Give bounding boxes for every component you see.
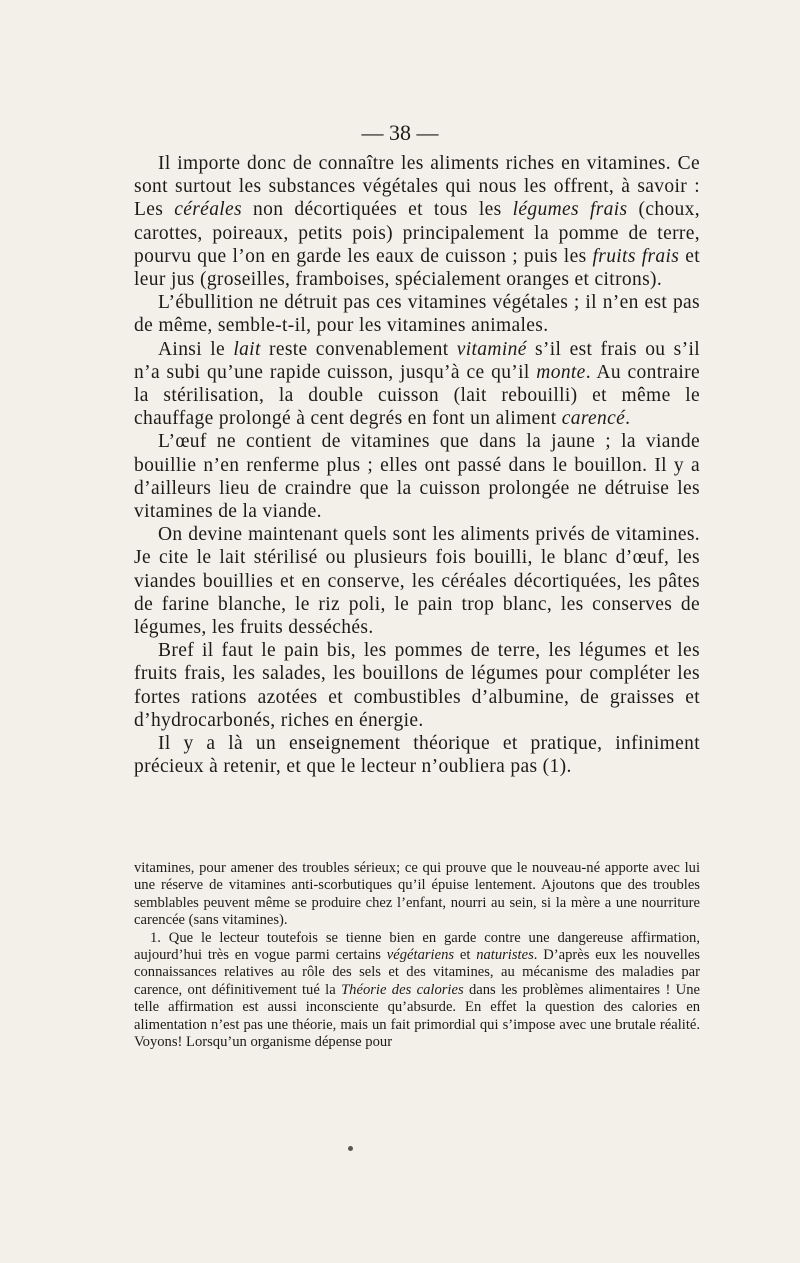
paragraph-7: Il y a là un enseignement théorique et pratique, infiniment précieux à retenir, et que le lecteur n’oubliera pas (1). bbox=[134, 733, 700, 778]
main-text bbox=[134, 152, 700, 778]
paragraph-5: On devine maintenant quels sont les aliments privés de vitamines. Je cite le lait stérilisé ou plusieurs fois bouilli, le blanc d’œuf, les viandes bouillies et en conserve, les céréales décortiquées, les pâtes de farine blanche, le riz poli, le pain trop blanc, les conserves de légumes, les fruits desséchés. bbox=[134, 524, 700, 639]
italic-term: céréales bbox=[174, 199, 242, 221]
italic-term: fruits frais bbox=[592, 245, 680, 267]
italic-term: Théorie des calories bbox=[341, 981, 464, 998]
italic-term: naturistes bbox=[476, 947, 534, 964]
ink-speck bbox=[348, 1146, 353, 1151]
italic-term: végétariens bbox=[386, 947, 455, 964]
paragraph-1: Il importe donc de connaître les aliments riches en vitamines. Ce sont surtout les substances végétales qui nous les offrent, à savoir : Les céréales non décortiquées et tous les légumes frais (choux, carottes, poireaux, petits pois) principalement la pomme de terre, pourvu que l’on en garde les eaux de cuisson ; puis les fruits frais et leur jus (groseilles, framboises, spécialement oranges et citrons). bbox=[134, 153, 700, 291]
italic-term: vitaminé bbox=[456, 338, 527, 360]
page-number: — 38 — bbox=[361, 120, 439, 145]
footnote-1: 1. Que le lecteur toutefois se tienne bien en garde contre une dangereuse affirmation, aujourd’hui très en vogue parmi certains végétariens et naturistes. D’après eux les nouvelles connaissances relatives au rôle des sels et des vitamines, au mécanisme des maladies par carence, ont définitivement tué la Théorie des calories dans les problèmes alimentaires ! Une telle affirmation est aussi inconsciente qu’absurde. En effet la question des calories en alimentation n’est pas une théorie, mais un fait primordial qui s’impose avec une brutale réalité. Voyons! Lorsqu’un organisme dépense pour bbox=[134, 929, 700, 1051]
paragraph-2: L’ébullition ne détruit pas ces vitamines végétales ; il n’en est pas de même, semble-t-il, pour les vitamines animales. bbox=[134, 292, 700, 337]
italic-term: légumes frais bbox=[512, 199, 628, 221]
footnote-continuation: vitamines, pour amener des troubles sérieux; ce qui prouve que le nouveau-né apporte avec lui une réserve de vitamines anti-scorbutiques qu’il épuise lentement. Ajoutons que des troubles semblables peuvent même se produire chez l’enfant, nourri au sein, si la mère a une nourriture carencée (sans vitamines). bbox=[134, 860, 700, 929]
italic-term: monte bbox=[536, 361, 586, 383]
footnotes bbox=[134, 860, 700, 1051]
paragraph-4: L’œuf ne contient de vitamines que dans la jaune ; la viande bouillie n’en renferme plus ; elles ont passé dans le bouillon. Il y a d’ailleurs lieu de craindre que la cuisson prolongée ne détruise les vitamines de la viande. bbox=[134, 431, 700, 523]
paragraph-3: Ainsi le lait reste convenablement vitaminé s’il est frais ou s’il n’a subi qu’une rapide cuisson, jusqu’à ce qu’il monte. Au contraire la stérilisation, la double cuisson (lait rebouilli) et même le chauffage prolongé à cent degrés en font un aliment carencé. bbox=[134, 338, 700, 430]
paragraph-6: Bref il faut le pain bis, les pommes de terre, les légumes et les fruits frais, les salades, les bouillons de légumes pour compléter les fortes rations azotées et combustibles d’albumine, de graisses et d’hydrocarbonés, riches en énergie. bbox=[134, 640, 700, 731]
italic-term: lait bbox=[233, 338, 261, 360]
italic-term: carencé bbox=[561, 408, 626, 430]
